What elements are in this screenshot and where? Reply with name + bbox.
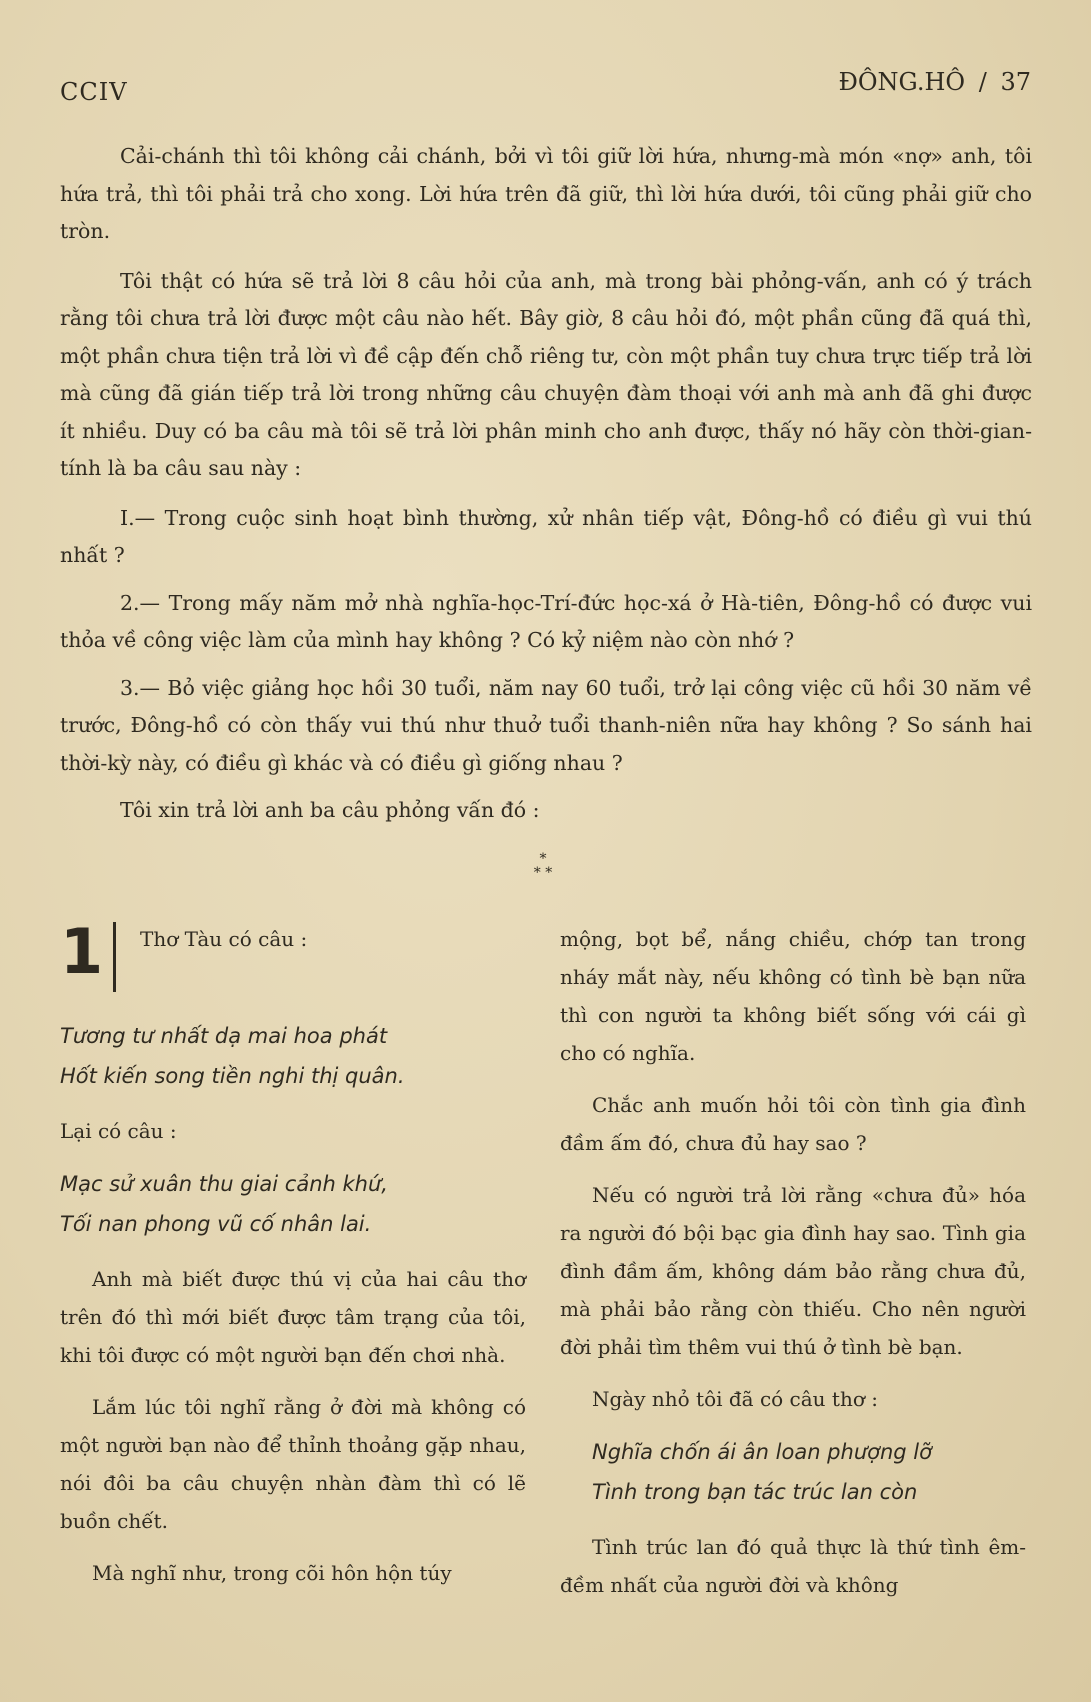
right-paragraph-4: Ngày nhỏ tôi đã có câu thơ : [592,1387,878,1411]
left-paragraph-1: Lại có câu : [60,1119,177,1143]
right-paragraph-1: mộng, bọt bể, nắng chiều, chớp tan trong nháy mắt này, nếu không có tình bè bạn nữa thì con người ta không biết sống với cái gì cho có nghĩa. [560,927,1026,1065]
header-separator: / [978,68,987,96]
verse-line: Tình trong bạn tác trúc lan còn [592,1480,918,1504]
intro-text [60,138,1032,842]
left-paragraph-4: Mà nghĩ như, trong cõi hôn hộn túy [92,1561,452,1585]
right-column [560,920,1026,1618]
verse-line: Tối nan phong vũ cố nhân lai. [60,1212,372,1236]
header-right [832,68,1031,96]
left-paragraph-3: Lắm lúc tôi nghĩ rằng ở đời mà không có một người bạn nào để thỉnh thoảng gặp nhau, nói đôi ba câu chuyện nhàn đàm thì có lẽ buồn chết. [60,1395,526,1533]
intro-paragraph-2: Tôi thật có hứa sẽ trả lời 8 câu hỏi của anh, mà trong bài phỏng-vấn, anh có ý trách rằng tôi chưa trả lời được một câu nào hết. Bây giờ, 8 câu hỏi đó, một phần cũng đã quá thì, một phần chưa tiện trả lời vì đề cập đến chỗ riêng tư, còn một phần tuy chưa trực tiếp trả lời mà cũng đã gián tiếp trả lời trong những câu chuyện đàm thoại với anh mà anh đã ghi được ít nhiều. Duy có ba câu mà tôi sẽ trả lời phân minh cho anh được, thấy nó hãy còn thời-gian-tính là ba câu sau này : [60,268,1032,480]
section-heading [60,915,526,1002]
verse-1 [60,1016,526,1096]
right-paragraph-5: Tình trúc lan đó quả thực là thứ tình êm-đềm nhất của người đời và không [560,1535,1026,1597]
verse-line: Mạc sử xuân thu giai cảnh khứ, [60,1172,388,1196]
page-number: 37 [1000,68,1031,96]
right-paragraph-3: Nếu có người trả lời rằng «chưa đủ» hóa ra người đó bội bạc gia đình hay sao. Tình gia đình đầm ấm, không dám bảo rằng chưa đủ, mà phải bảo rằng còn thiếu. Cho nên người đời phải tìm thêm vui thú ở tình bè bạn. [560,1183,1026,1359]
question-2: 2.— Trong mấy năm mở nhà nghĩa-học-Trí-đức học-xá ở Hà-tiên, Đông-hồ có được vui thỏa về công việc làm của mình hay không ? Có kỷ niệm nào còn nhớ ? [60,590,1032,652]
question-3: 3.— Bỏ việc giảng học hồi 30 tuổi, năm nay 60 tuổi, trở lại công việc cũ hồi 30 năm về trước, Đông-hồ có còn thấy vui thú như thuở tuổi thanh-niên nữa hay không ? So sánh hai thời-kỳ này, có điều gì khác và có điều gì giống nhau ? [60,675,1032,775]
verse-3 [560,1432,1026,1512]
left-paragraph-2: Anh mà biết được thú vị của hai câu thơ trên đó thì mới biết được tâm trạng của tôi, khi tôi được có một người bạn đến chơi nhà. [60,1267,526,1367]
question-1: I.— Trong cuộc sinh hoạt bình thường, xử nhân tiếp vật, Đông-hồ có điều gì vui thú nhất ? [60,505,1032,567]
intro-paragraph-3: Tôi xin trả lời anh ba câu phỏng vấn đó : [120,798,540,822]
author-name: ĐÔNG.HÔ [838,68,966,96]
verse-2 [60,1164,526,1244]
section-number: 1 [60,915,104,988]
separator-top: * [539,851,547,867]
verse-line: Nghĩa chốn ái ân loan phượng lỡ [592,1440,932,1464]
right-paragraph-2: Chắc anh muốn hỏi tôi còn tình gia đình đầm ấm đó, chưa đủ hay sao ? [560,1093,1026,1155]
verse-line: Hốt kiến song tiền nghi thị quân. [60,1064,405,1088]
running-header [60,66,1031,106]
chapter-marker: CCIV [60,78,128,106]
intro-paragraph-1: Cải-chánh thì tôi không cải chánh, bởi vì tôi giữ lời hứa, nhưng-mà món «nợ» anh, tôi hứa trả, thì tôi phải trả cho xong. Lời hứa trên đã giữ, thì lời hứa dưới, tôi cũng phải giữ cho tròn. [60,144,1032,243]
heading-rule [113,922,116,992]
verse-line: Tương tư nhất dạ mai hoa phát [60,1024,388,1048]
separator-bottom: * * [533,865,553,881]
section-separator [518,852,568,880]
left-lead: Thơ Tàu có câu : [140,927,308,951]
left-column [60,915,526,1606]
